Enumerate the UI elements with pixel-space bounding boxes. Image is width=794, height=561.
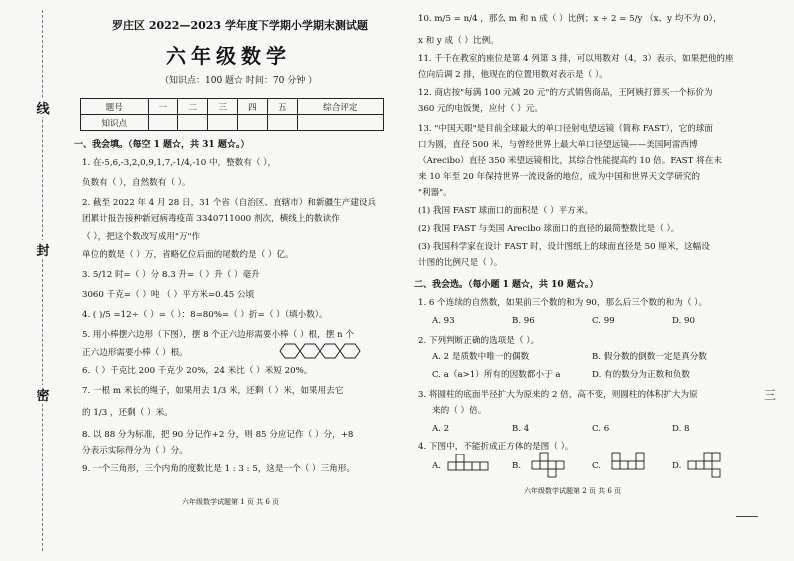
question-line: 口为圆，直径 500 米，与曾经世界上最大单口径望远镜——美国阿雷西博 bbox=[418, 140, 698, 150]
choice-option[interactable]: A. 93 bbox=[432, 316, 455, 326]
score-input-cell[interactable] bbox=[297, 115, 383, 131]
score-table-row bbox=[81, 115, 384, 131]
choice-option[interactable]: A. bbox=[432, 461, 441, 471]
hexagon-chain-icon bbox=[278, 342, 378, 360]
question-line: 4. ( )/5 =12÷（ ）=（ ）：8=80%=（ ）折=（ ）（填小数）。 bbox=[82, 310, 328, 320]
question-line: 6.（ ）千克比 200 千克少 20%，24 米比（ ）米短 20%。 bbox=[82, 366, 313, 376]
exam-main-title: 六年级数学 bbox=[166, 44, 291, 68]
question-line: 10. m/5 = n/4 ，那么 m 和 n 成（ ）比例；x ÷ 2 = 5/y （x、y 均不为 0）， bbox=[418, 14, 722, 24]
right-page bbox=[414, 0, 759, 561]
choice-option[interactable]: C. a（a>1）所有的因数都小于 a bbox=[432, 370, 561, 380]
choice-question: 3. 将圆柱的底面半径扩大为原来的 2 倍，高不变，则圆柱的体积扩大为原 bbox=[418, 390, 698, 400]
score-table-header-row bbox=[81, 99, 384, 115]
question-line: 正六边形需要小棒（ ）根。 bbox=[82, 348, 188, 358]
score-cell: 五 bbox=[267, 99, 297, 115]
exam-info: （知识点：100 题☆ 时间：70 分钟 ） bbox=[160, 76, 318, 86]
choice-option[interactable]: B. 96 bbox=[512, 316, 535, 326]
score-table bbox=[80, 98, 384, 131]
question-line: 360 元的电饭煲，应付（ ）元。 bbox=[418, 104, 543, 114]
choice-option[interactable]: C. bbox=[592, 461, 602, 471]
cube-net-c-icon bbox=[606, 452, 654, 478]
binding-margin bbox=[20, 0, 66, 561]
question-line: 单位的数是（ ）万，省略亿位后面的尾数约是（ ）亿。 bbox=[82, 250, 294, 260]
score-cell: 综合评定 bbox=[297, 99, 383, 115]
choice-option[interactable]: D. 有的数分为正数和负数 bbox=[592, 370, 690, 380]
choice-option[interactable]: A. 2 是质数中唯一的偶数 bbox=[432, 352, 530, 362]
section-2-heading: 二、我会选。（每小题 1 题☆，共 10 题☆。） bbox=[414, 280, 599, 290]
question-line: 7. 一根 m 米长的绳子，如果用去 1/3 米，还剩（ ）米，如果用去它 bbox=[82, 386, 344, 396]
question-line: 12. 商店按"每满 100 元减 20 元"的方式销售商品，王阿姨打算买一个标价为 bbox=[418, 88, 713, 98]
page-footer-right: 六年级数学试题第 2 页 共 6 页 bbox=[524, 487, 622, 495]
left-page bbox=[70, 0, 395, 561]
question-line: (2) 我国 FAST 与美国 Arecibo 球面口的直径的最简整数比是（ ）。 bbox=[418, 224, 680, 234]
choice-question: 1. 6 个连续的自然数，如果前三个数的和为 90，那么后三个数的和为（ ）。 bbox=[418, 298, 708, 308]
score-cell: 知识点 bbox=[81, 115, 149, 131]
choice-option[interactable]: C. 99 bbox=[592, 316, 615, 326]
choice-option[interactable]: C. 6 bbox=[592, 424, 610, 434]
question-line: 位向后调 2 排，他现在的位置用数对表示是（ ）。 bbox=[418, 70, 608, 80]
question-line: 13. "中国天眼"是目前全球最大的单口径射电望远镜（简称 FAST），它的球面 bbox=[418, 124, 713, 134]
choice-option[interactable]: A. 2 bbox=[432, 424, 450, 434]
question-line: （Arecibo）直径 350 米望远镜相比，其综合性能提高约 10 倍。FAST 将在未 bbox=[418, 156, 722, 166]
question-line: 计图的比例尺是（ ）。 bbox=[418, 258, 503, 268]
cube-net-b-icon bbox=[526, 452, 574, 478]
edge-mark: 三 bbox=[764, 388, 777, 402]
choice-option[interactable]: B. 4 bbox=[512, 424, 530, 434]
question-line: （ ），把这个数改写成用"万"作 bbox=[82, 232, 201, 242]
question-line: 3060 千克=（ ）吨 （ ）平方米=0.45 公顷 bbox=[82, 290, 255, 300]
choice-option[interactable]: D. 90 bbox=[672, 316, 695, 326]
cube-net-a-icon bbox=[446, 454, 494, 476]
score-input-cell[interactable] bbox=[237, 115, 267, 131]
question-line: 2. 截至 2022 年 4 月 28 日，31 个省（自治区、直辖市）和新疆生产建设兵 bbox=[82, 198, 377, 208]
page-footer-left: 六年级数学试题第 1 页 共 6 页 bbox=[182, 498, 280, 506]
question-line: 3. 5/12 时=（ ）分 8.3 升=（ ）升（ ）毫升 bbox=[82, 270, 260, 280]
question-line: (1) 我国 FAST 球面口的面积是（ ）平方米。 bbox=[418, 206, 594, 216]
question-line: x 和 y 成（ ）比例。 bbox=[418, 36, 499, 46]
question-line: 1. 在-5,6,-3,2,0,9,1,7,-1/4,-10 中，整数有（ ）， bbox=[82, 158, 277, 168]
score-input-cell[interactable] bbox=[148, 115, 178, 131]
score-input-cell[interactable] bbox=[267, 115, 297, 131]
choice-option[interactable]: B. bbox=[512, 461, 522, 471]
choice-question: 2. 下列判断正确的选项是（ ）。 bbox=[418, 336, 540, 346]
binding-dashed-line bbox=[42, 10, 43, 551]
question-line: (3) 我国科学家在设计 FAST 时，设计图纸上的球面直径是 50 厘米，这幅设 bbox=[418, 242, 710, 252]
question-line: 11. 千千在教室的座位是第 4 列第 3 排，可以用数对（4，3）表示，如果把他的座 bbox=[418, 54, 734, 64]
question-line: 负数有（ ），自然数有（ ）。 bbox=[82, 178, 191, 188]
binding-char-feng: 封 bbox=[30, 240, 56, 259]
exam-title-line: 罗庄区 2022—2023 学年度下学期小学期末测试题 bbox=[112, 19, 368, 32]
question-line: 分表示实际得分为（ ）分。 bbox=[82, 446, 188, 456]
score-cell: 四 bbox=[237, 99, 267, 115]
question-line: 团累计报告接种新冠病毒疫苗 3340711000 剂次，横线上的数读作 bbox=[82, 214, 340, 224]
score-cell: 一 bbox=[148, 99, 178, 115]
question-line: 5. 用小棒摆六边形（下图），摆 8 个正六边形需要小棒（ ）根，摆 n 个 bbox=[82, 330, 354, 340]
edge-rule bbox=[736, 516, 758, 517]
choice-option[interactable]: D. bbox=[672, 461, 682, 471]
hexagon-chain-figure bbox=[278, 342, 378, 360]
choice-question-cont: 来的（ ）倍。 bbox=[432, 406, 487, 416]
question-line: "利器"。 bbox=[418, 188, 452, 198]
score-cell: 二 bbox=[178, 99, 208, 115]
choice-option[interactable]: D. 8 bbox=[672, 424, 690, 434]
binding-char-xian: 线 bbox=[30, 98, 56, 117]
score-input-cell[interactable] bbox=[208, 115, 238, 131]
question-line: 8. 以 88 分为标准，把 90 分记作+2 分，则 85 分应记作（ ）分，+8 bbox=[82, 430, 354, 440]
binding-char-mi: 密 bbox=[30, 385, 56, 404]
choice-question: 4. 下图中，不能折成正方体的是图（ ）。 bbox=[418, 442, 574, 452]
score-input-cell[interactable] bbox=[178, 115, 208, 131]
score-cell: 三 bbox=[208, 99, 238, 115]
question-line: 的 1/3 ，还剩（ ）米。 bbox=[82, 408, 173, 418]
section-1-heading: 一、我会填。（每空 1 题☆，共 31 题☆。） bbox=[74, 140, 250, 150]
question-line: 来 10 年至 20 年保持世界一流设备的地位，成为中国和世界天文学研究的 bbox=[418, 172, 701, 182]
choice-option[interactable]: B. 假分数的倒数一定是真分数 bbox=[592, 352, 707, 362]
question-line: 9. 一个三角形，三个内角的度数比是 1 : 3 : 5，这是一个（ ）三角形。 bbox=[82, 464, 355, 474]
score-cell: 题号 bbox=[81, 99, 149, 115]
cube-net-d-icon bbox=[686, 452, 734, 478]
